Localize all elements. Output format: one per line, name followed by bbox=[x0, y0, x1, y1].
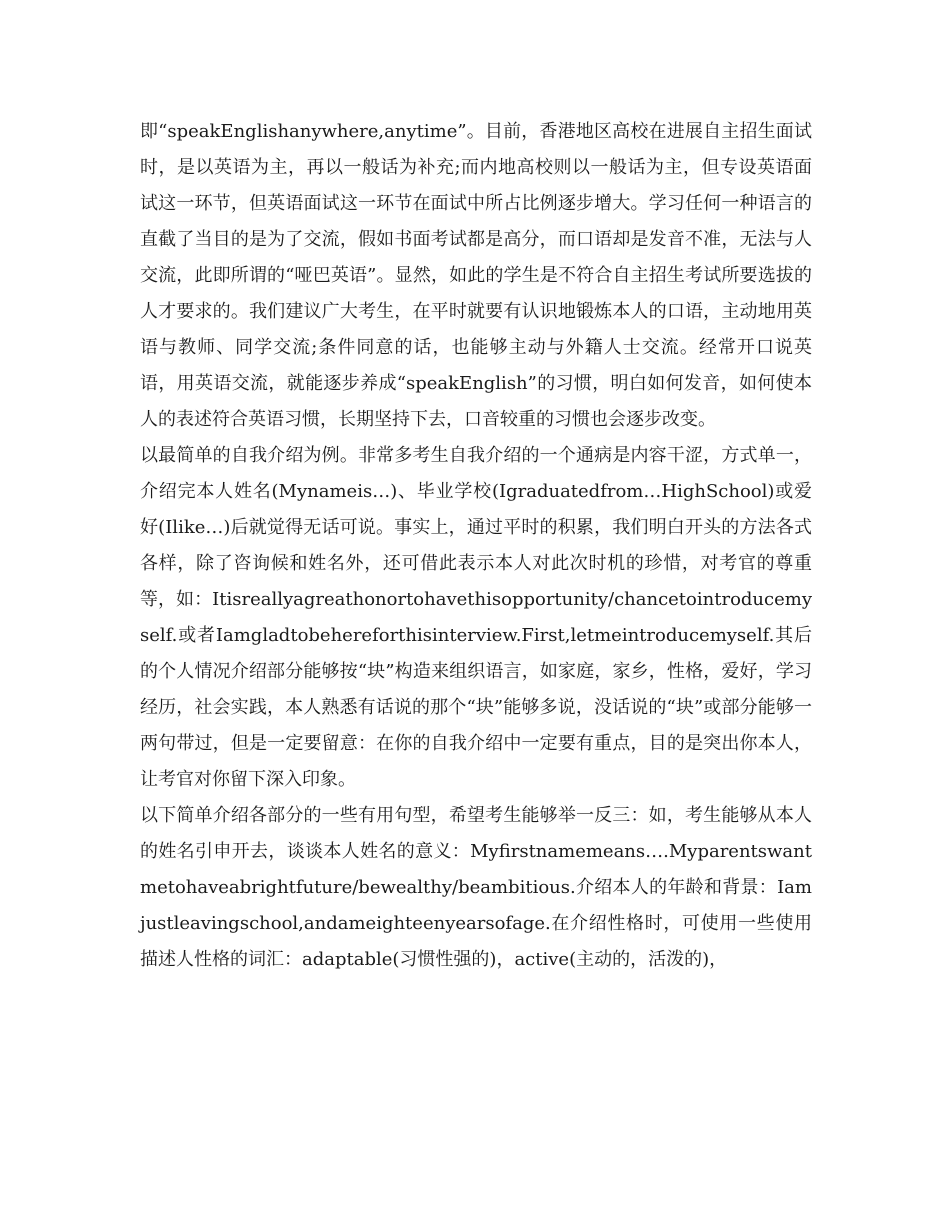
document-body bbox=[140, 114, 812, 978]
paragraph-spoken-english: 即“speakEnglishanywhere,anytime”。目前，香港地区高校在进展自主招生面试时，是以英语为主，再以一般话为补充;而内地高校则以一般话为主，但专设英语面试这一环节，但英语面试这一环节在面试中所占比例逐步增大。学习任何一种语言的直截了当目的是为了交流，假如书面考试都是高分，而口语却是发音不准，无法与人交流，此即所谓的“哑巴英语”。显然，如此的学生是不符合自主招生考试所要选拔的人才要求的。我们建议广大考生，在平时就要有认识地锻炼本人的口语，主动地用英语与教师、同学交流;条件同意的话，也能够主动与外籍人士交流。经常开口说英语，用英语交流，就能逐步养成“speakEnglish”的习惯，明白如何发音，如何使本人的表述符合英语习惯，长期坚持下去，口音较重的习惯也会逐步改变。 bbox=[140, 121, 812, 430]
paragraph-self-introduction: 以最简单的自我介绍为例。非常多考生自我介绍的一个通病是内容干涩，方式单一，介绍完本人姓名(Mynameis…)、毕业学校(Igraduatedfrom…HighSchool)或爱好(Ilike…)后就觉得无话可说。事实上，通过平时的积累，我们明白开头的方法各式各样，除了咨询候和姓名外，还可借此表示本人对此次时机的珍惜，对考官的尊重等，如：Itisreallyagreathonortohavethisopportunity/chancetointroducemyself.或者Iamgladtobehereforthisinterview.First,letmeintroducemyself.其后的个人情况介绍部分能够按“块”构造来组织语言，如家庭，家乡，性格，爱好，学习经历，社会实践，本人熟悉有话说的那个“块”能够多说，没话说的“块”或部分能够一两句带过，但是一定要留意：在你的自我介绍中一定要有重点，目的是突出你本人，让考官对你留下深入印象。 bbox=[140, 445, 812, 790]
paragraph-useful-sentences: 以下简单介绍各部分的一些有用句型，希望考生能够举一反三：如，考生能够从本人的姓名引申开去，谈谈本人姓名的意义：Myfirstnamemeans….Myparentswantmetohaveabrightfuture/bewealthy/beambitious.介绍本人的年龄和背景：Iamjustleavingschool,andameighteenyearsofage.在介绍性格时，可使用一些使用描述人性格的词汇：adaptable(习惯性强的)，active(主动的，活泼的)， bbox=[140, 805, 812, 970]
